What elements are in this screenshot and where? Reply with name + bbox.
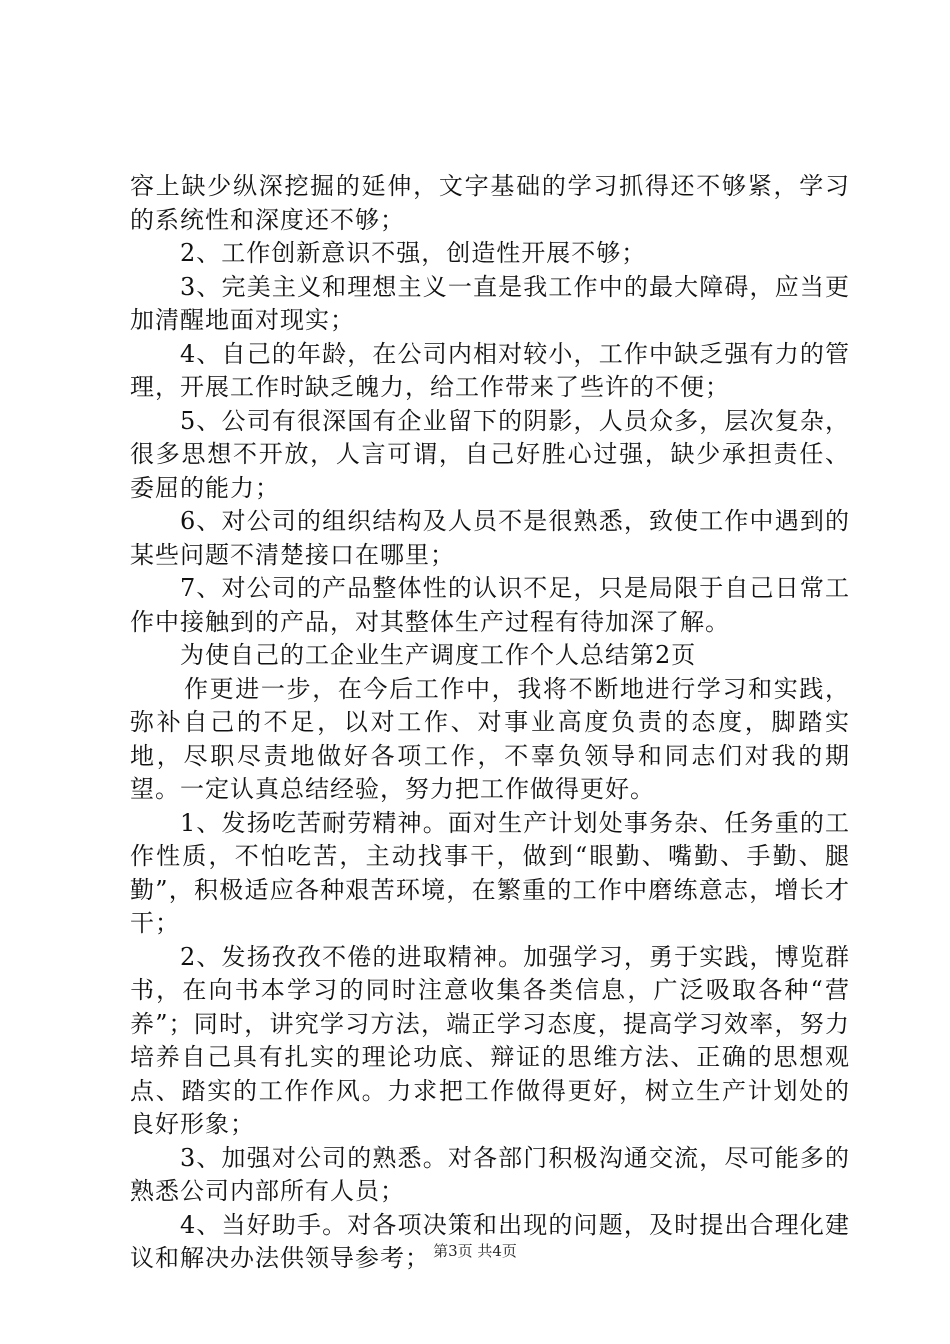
document-body — [130, 170, 850, 1276]
paragraph-plan-3: 3、加强对公司的熟悉。对各部门积极沟通交流，尽可能多的熟悉公司内部所有人员； — [130, 1143, 850, 1205]
paragraph-plan-2: 2、发扬孜孜不倦的进取精神。加强学习，勇于实践，博览群书，在向书本学习的同时注意收集各类信息，广泛吸取各种“营养”；同时，讲究学习方法，端正学习态度，提高学习效率，努力培养自己具有扎实的理论功底、辩证的思维方法、正确的思想观点、踏实的工作作风。力求把工作做得更好，树立生产计划处的良好形象； — [130, 942, 850, 1138]
page-footer: 第3页 共4页 — [433, 1242, 517, 1260]
paragraph-improvement-intro: 作更进一步，在今后工作中，我将不断地进行学习和实践，弥补自己的不足，以对工作、对事业高度负责的态度，脚踏实地，尽职尽责地做好各项工作，不辜负领导和同志们对我的期望。一定认真总结经验，努力把工作做得更好。 — [130, 674, 850, 803]
paragraph-continuation: 容上缺少纵深挖掘的延伸，文字基础的学习抓得还不够紧，学习的系统性和深度还不够； — [130, 172, 850, 234]
paragraph-item-2: 2、工作创新意识不强，创造性开展不够； — [180, 239, 647, 267]
paragraph-plan-1: 1、发扬吃苦耐劳精神。面对生产计划处事务杂、任务重的工作性质，不怕吃苦，主动找事干，做到“眼勤、嘴勤、手勤、腿勤”，积极适应各种艰苦环境，在繁重的工作中磨练意志，增长才干； — [130, 808, 850, 937]
paragraph-plan-4: 4、当好助手。对各项决策和出现的问题，及时提出合理化建议和解决办法供领导参考； — [130, 1210, 850, 1272]
page-marker-line: 为使自己的工企业生产调度工作个人总结第2页 — [180, 641, 697, 669]
paragraph-item-5: 5、公司有很深国有企业留下的阴影，人员众多，层次复杂，很多思想不开放，人言可谓，自己好胜心过强，缺少承担责任、委屈的能力； — [130, 406, 850, 502]
paragraph-item-6: 6、对公司的组织结构及人员不是很熟悉，致使工作中遇到的某些问题不清楚接口在哪里； — [130, 507, 850, 569]
paragraph-item-3: 3、完美主义和理想主义一直是我工作中的最大障碍，应当更加清醒地面对现实； — [130, 272, 850, 334]
paragraph-item-7: 7、对公司的产品整体性的认识不足，只是局限于自己日常工作中接触到的产品，对其整体生产过程有待加深了解。 — [130, 574, 850, 636]
paragraph-item-4: 4、自己的年龄，在公司内相对较小，工作中缺乏强有力的管理，开展工作时缺乏魄力，给工作带来了些许的不便； — [130, 339, 850, 401]
